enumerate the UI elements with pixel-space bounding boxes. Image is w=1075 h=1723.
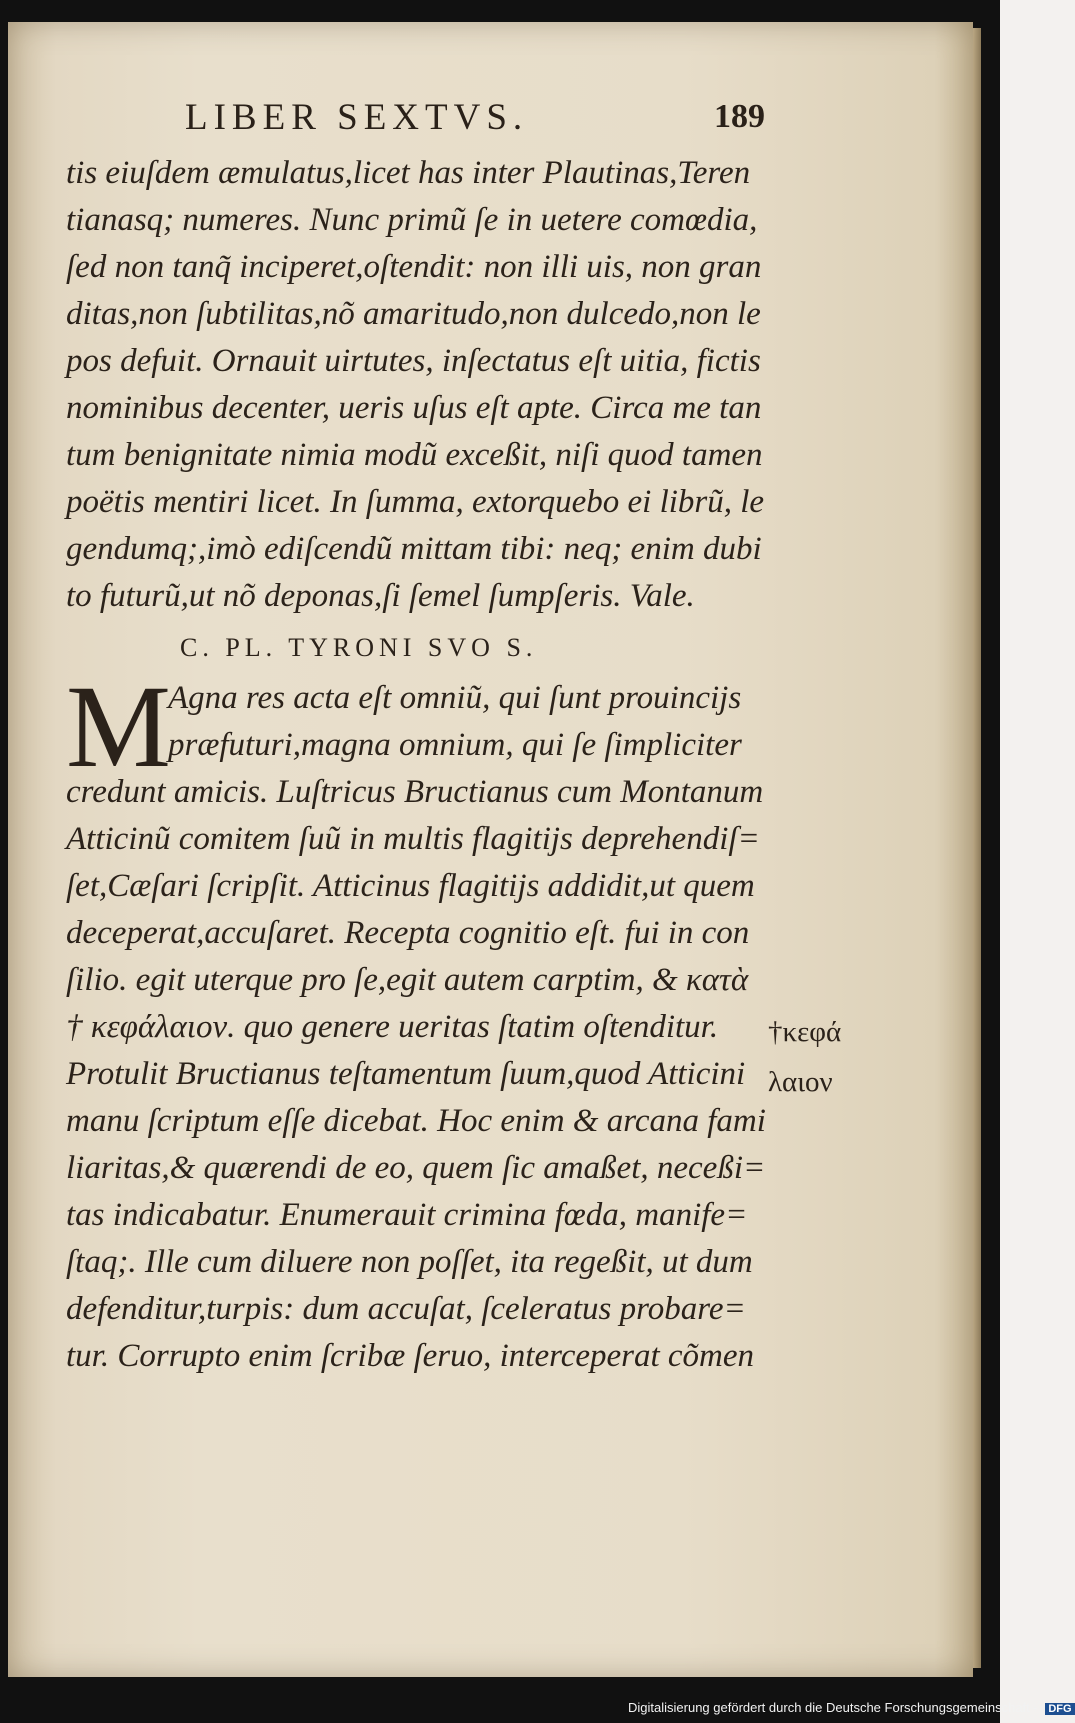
text-line: credunt amicis. Luſtricus Bructianus cum Montanum [66, 774, 764, 810]
text-line: tum benignitate nimia modũ exceßit, niſi quod tamen [66, 437, 763, 473]
text-line: tas indicabatur. Enumerauit crimina fœda, manife= [66, 1197, 748, 1233]
text-line: ſtaq;. Ille cum diluere non poſſet, ita regeßit, ut dum [66, 1244, 753, 1280]
text-line: to futurũ,ut nõ deponas,ſi ſemel ſumpſeris. Vale. [66, 578, 695, 614]
marginal-note-line: †κεφά [768, 1016, 842, 1048]
text-line: deceperat,accuſaret. Recepta cognitio eſt. fui in con [66, 915, 750, 951]
text-line: ſilio. egit uterque pro ſe,egit autem carptim, & κατὰ [66, 962, 749, 998]
text-line: ſet,Cæſari ſcripſit. Atticinus flagitijs addidit,ut quem [66, 868, 755, 904]
text-line: tis eiuſdem æmulatus,licet has inter Plautinas,Teren [66, 155, 751, 191]
digitization-footer [628, 1700, 1075, 1715]
marginal-note-line: λαιον [768, 1066, 833, 1098]
text-line: defenditur,turpis: dum accuſat, ſceleratus probare= [66, 1291, 746, 1327]
drop-cap: M [66, 661, 171, 792]
footer-text: Digitalisierung gefördert durch die Deutsche Forschungsgemeinschaft - [628, 1700, 1038, 1715]
text-line: manu ſcriptum eſſe dicebat. Hoc enim & arcana fami [66, 1103, 766, 1139]
text-line: ſed non tanq̃ inciperet,oſtendit: non illi uis, non gran [66, 249, 762, 285]
text-line: ditas,non ſubtilitas,nõ amaritudo,non dulcedo,non le [66, 296, 761, 332]
running-head: LIBER SEXTVS. [185, 97, 529, 138]
letter-salutation: C. PL. TYRONI SVO S. [180, 633, 538, 662]
text-line: liaritas,& quærendi de eo, quem ſic amaßet, neceßi= [66, 1150, 766, 1186]
text-line: Agna res acta eſt omniũ, qui ſunt prouincijs [168, 680, 742, 716]
page-header [185, 96, 765, 146]
page-number: 189 [714, 98, 765, 135]
text-line: nominibus decenter, ueris uſus eſt apte. Circa me tan [66, 390, 762, 426]
text-line: pos defuit. Ornauit uirtutes, inſectatus eſt uitia, fictis [66, 343, 761, 379]
text-line: præfuturi,magna omnium, qui ſe ſimpliciter [168, 727, 742, 763]
text-line: poëtis mentiri licet. In ſumma, extorquebo ei librũ, le [66, 484, 765, 520]
text-line: † κεφάλαιον. quo genere ueritas ſtatim oſtenditur. [66, 1009, 719, 1045]
page-edge [973, 28, 981, 1668]
text-line: gendumq;,imò ediſcendũ mittam tibi: neq; enim dubi [66, 531, 762, 567]
text-line: tianasq; numeres. Nunc primũ ſe in uetere comœdia, [66, 202, 758, 238]
dfg-logo: DFG [1045, 1703, 1074, 1715]
text-line: Atticinũ comitem ſuũ in multis flagitijs deprehendiſ= [66, 821, 760, 857]
text-line: tur. Corrupto enim ſcribæ ſeruo, interceperat cõmen [66, 1338, 755, 1374]
text-line: Protulit Bructianus teſtamentum ſuum,quod Atticini [66, 1056, 746, 1092]
